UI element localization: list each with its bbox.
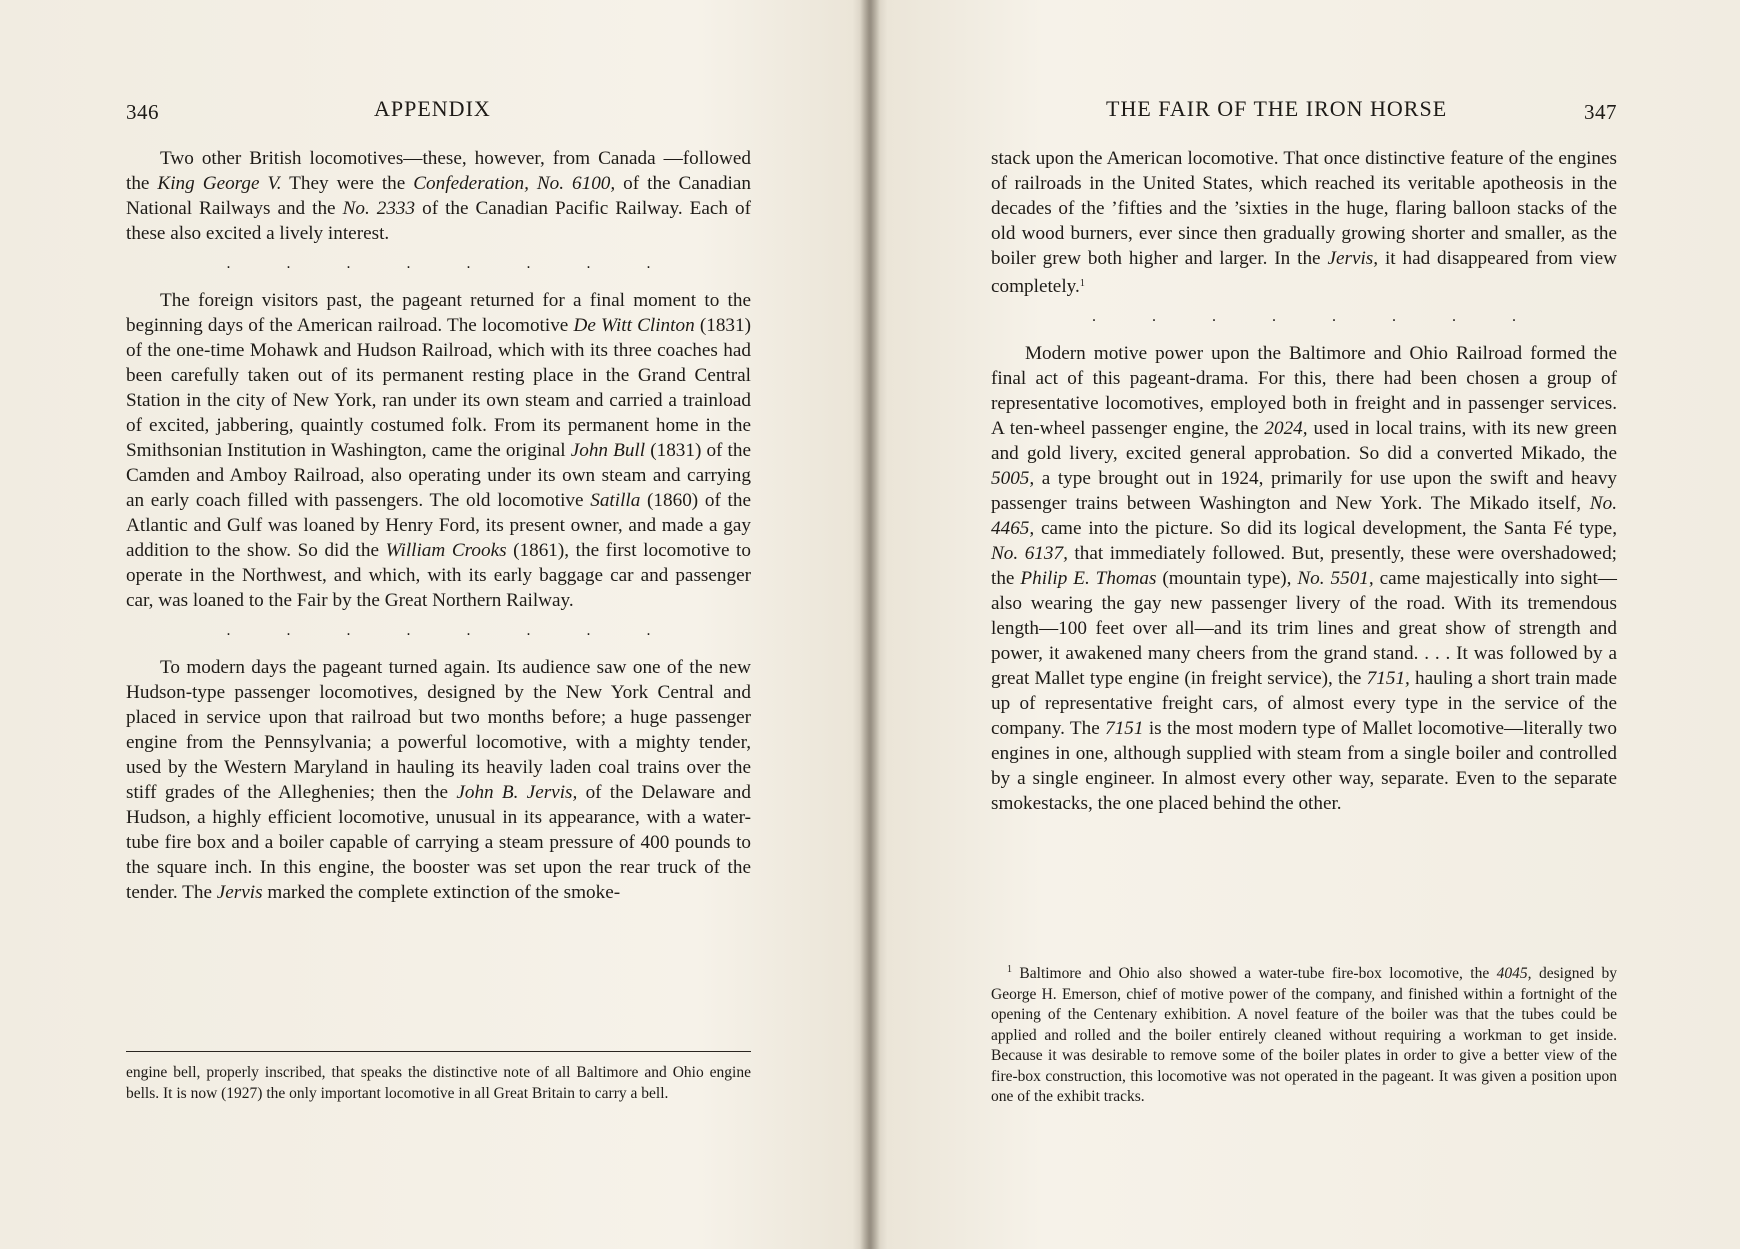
paragraph-modern-days: To modern days the pageant turned again. Its audience saw one of the new Hudson-type passenger locomotives, designed by the New York Central and placed in service upon that railroad but two months before; a huge passenger engine from the Pennsylvania; a powerful locomotive, with a mighty tender, used by the Western Maryland in hauling its heavily laden coal trains over the stiff grades of the Alleghenies; then the John B. Jervis, of the Delaware and Hudson, a highly efficient locomotive, unusual in its appearance, with a water-tube fire box and a boiler capable of carrying a steam pressure of 400 pounds to the square inch. In this engine, the booster was set upon the rear truck of the tender. The Jervis marked the complete extinction of the smoke- bbox=[126, 657, 751, 903]
book-gutter bbox=[860, 0, 880, 1249]
footnote-rule bbox=[126, 1051, 751, 1052]
running-head-title-right: THE FAIR OF THE IRON HORSE bbox=[1106, 96, 1448, 121]
footnote-right: $^1$ Baltimore and Ohio also showed a water-tube fire-box locomotive, the 4045, designed by George H. Emerson, chief of motive power of the company, and finished within a fortnight of the opening of the Centenary exhibition. A novel feature of the boiler was that the tubes could be applied and rolled and the boiler entirely cleaned without requiring a workman to get inside. Because it was desirable to remove some of the boiler plates in order to give a better view of the fire-box construction, this locomotive was not operated in the pageant. It was given a position upon one of the exhibit tracks. bbox=[991, 964, 1617, 1105]
footnote-left: engine bell, properly inscribed, that speaks the distinctive note of all Baltimore and Ohio engine bells. It is now (1927) the only important locomotive in all Great Britain to carry a bell. bbox=[126, 1064, 751, 1102]
footnote-marker: 1 bbox=[1079, 278, 1085, 289]
paragraph-smokestack: stack upon the American locomotive. That once distinctive feature of the engines of railroads in the United States, which reached its veritable apotheosis in the decades of the ’fifties and the ’sixties in the huge, flaring balloon stacks of the old wood burners, ever since then gradually growing shorter and smaller, as the boiler grew both higher and larger. In the Jervis, it had disappeared from view completely.$^1$ bbox=[991, 148, 1618, 297]
left-body-text bbox=[126, 146, 751, 905]
left-running-head bbox=[126, 96, 751, 126]
running-head-title-left: APPENDIX bbox=[374, 96, 491, 121]
section-break-dots: . . . . . . . . bbox=[1092, 308, 1542, 325]
paragraph-baltimore-ohio: Modern motive power upon the Baltimore and Ohio Railroad formed the final act of this pageant-drama. For this, there had been chosen a group of representative locomotives, employed both in freight and in passenger services. A ten-wheel passenger engine, the 2024, used in local trains, with its new green and gold livery, excited general approbation. So did a converted Mikado, the 5005, a type brought out in 1924, primarily for use upon the swift and heavy passenger trains between Washington and New York. The Mikado itself, No. 4465, came into the picture. So did its logical development, the Santa Fé type, No. 6137, that immediately followed. But, presently, these were overshadowed; the Philip E. Thomas (mountain type), No. 5501, came majestically into sight—also wearing the gay new passenger livery of the road. With its tremendous length—100 feet over all—and its trim lines and great show of strength and power, it awakened many cheers from the grand stand. . . . It was followed by a great Mallet type engine (in freight service), the 7151, hauling a short train made up of representative freight cars, of almost every type in the service of the company. The 7151 is the most modern type of Mallet locomotive—literally two engines in one, although supplied with steam from a single boiler and controlled by a single engineer. In almost every other way, separate. Even to the separate smokestacks, the one placed behind the other. bbox=[991, 343, 1617, 814]
page-number-right: 347 bbox=[1584, 100, 1617, 124]
left-page bbox=[126, 0, 751, 1249]
paragraph-canadian-locomotives: Two other British locomotives—these, however, from Canada —followed the King George V. They were the Confederation, No. 6100, of the Canadian National Railways and the No. 2333 of the Canadian Pacific Railway. Each of these also excited a lively interest. bbox=[126, 148, 751, 244]
page-number-left: 346 bbox=[126, 100, 159, 124]
section-break-dots: . . . . . . . . bbox=[226, 622, 677, 639]
paragraph-early-locomotives: The foreign visitors past, the pageant returned for a final moment to the beginning days of the American railroad. The locomotive De Witt Clinton (1831) of the one-time Mohawk and Hudson Railroad, which with its three coaches had been carefully taken out of its permanent resting place in the Grand Central Station in the city of New York, ran under its own steam and carried a trainload of excited, jabbering, quaintly costumed folk. From its permanent home in the Smithsonian Institution in Washington, came the original John Bull (1831) of the Camden and Amboy Railroad, also operating under its own steam and carrying an early coach filled with passengers. The old locomotive Satilla (1860) of the Atlantic and Gulf was loaned by Henry Ford, its present owner, and made a gay addition to the show. So did the William Crooks (1861), the first locomotive to operate in the Northwest, and which, with its early baggage car and passenger car, was loaned to the Fair by the Great Northern Railway. bbox=[126, 290, 751, 611]
section-break-dots: . . . . . . . . bbox=[226, 255, 677, 272]
right-body-text bbox=[991, 146, 1617, 816]
right-page bbox=[991, 0, 1617, 1249]
right-running-head bbox=[991, 96, 1617, 126]
